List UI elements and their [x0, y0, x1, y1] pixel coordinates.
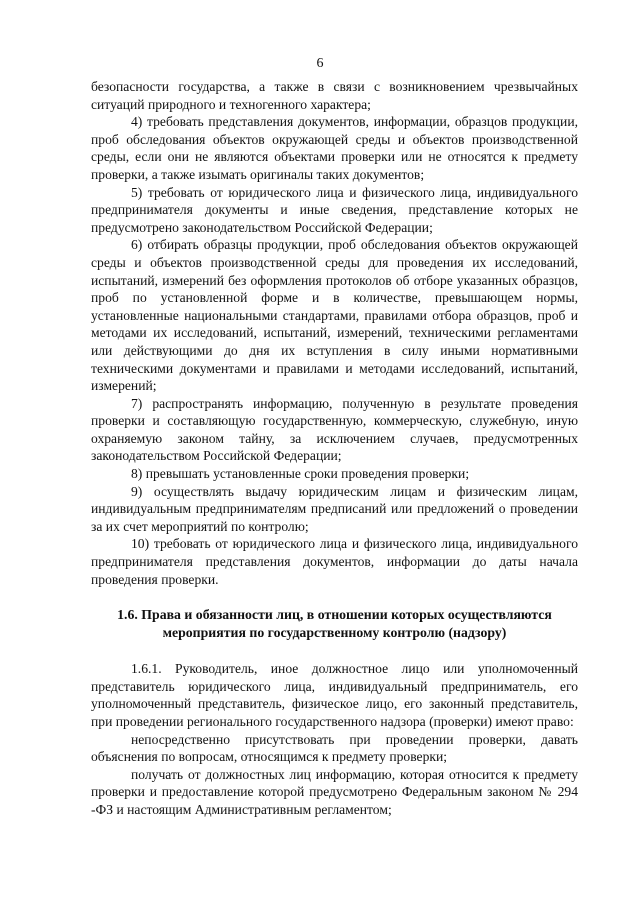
list-item-7: 7) распространять информацию, полученную в результате проведения проверки и составляющую государственную, коммерческую, служебную, иную охраняемую законом тайну, за исключением случаев, предусмотренных законодательством Российской Федерации;: [91, 395, 578, 464]
right-item-information: получать от должностных лиц информацию, которая относится к предмету проверки и предоставление которой предусмотрено Федеральным законом № 294 -ФЗ и настоящим Административным регламентом;: [91, 766, 578, 817]
document-body: [91, 78, 578, 819]
right-item-attend: непосредственно присутствовать при проведении проверки, давать объяснения по вопросам, относящимся к предмету проверки;: [91, 731, 578, 765]
page-number: 6: [316, 56, 324, 71]
list-item-8: 8) превышать установленные сроки проведения проверки;: [131, 466, 470, 482]
section-heading: 1.6. Права и обязанности лиц, в отношении которых осуществляются мероприятия по государственному контролю (надзору): [117, 607, 552, 641]
list-item-9: 9) осуществлять выдачу юридическим лицам и физическим лицам, индивидуальным предпринимателям предписаний или предложений о проведении за их счет мероприятий по контролю;: [91, 483, 578, 534]
list-item-6: 6) отбирать образцы продукции, проб обследования объектов окружающей среды и объектов производственной среды для проведения их исследований, испытаний, измерений без оформления протоколов об отборе указанных образцов, проб по установленной форме и в количестве, превышающем нормы, установленные национальными стандартами, правилами отбора образцов, проб и методами их исследований, испытаний, измерений, техническими регламентами или действующими до дня их вступления в силу иными нормативными техническими документами и правилами и методами исследований, испытаний, измерений;: [91, 237, 578, 394]
list-item-4: 4) требовать представления документов, информации, образцов продукции, проб обследования объектов окружающей среды и объектов производственной среды, если они не являются объектами проверки или не относятся к предмету проверки, а также изымать оригиналы таких документов;: [91, 114, 578, 182]
clause-1-6-1: 1.6.1. Руководитель, иное должностное лицо или уполномоченный представитель юридического лица, индивидуальный предприниматель, его уполномоченный представитель, физическое лицо, его законный представитель, при проведении регионального государственного надзора (проверки) имеют право:: [91, 661, 578, 729]
paragraph-continuation: безопасности государства, а также в связи с возникновением чрезвычайных ситуаций природного и техногенного характера;: [91, 79, 578, 112]
list-item-10: 10) требовать от юридического лица и физического лица, индивидуального предпринимателя представления документов, информации до даты начала проведения проверки.: [91, 536, 578, 587]
list-item-5: 5) требовать от юридического лица и физического лица, индивидуального предпринимателя документы и иные сведения, представление которых не предусмотрено законодательством Российской Федерации;: [91, 184, 578, 235]
